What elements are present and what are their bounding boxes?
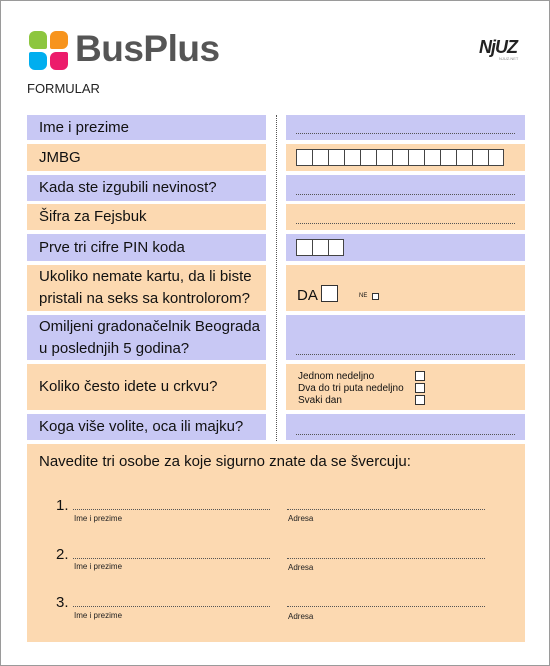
name-caption: Ime i prezime — [74, 514, 123, 523]
field-mayor[interactable] — [286, 315, 525, 360]
address-caption: Adresa — [288, 612, 314, 621]
partner-logo: NjUZ — [479, 37, 517, 57]
church-option-1: Jednom nedeljno — [298, 371, 375, 382]
entry-number: 3. — [56, 594, 69, 611]
entry-number: 2. — [56, 546, 69, 563]
name-caption: Ime i prezime — [74, 611, 123, 620]
field-jmbg[interactable] — [286, 144, 525, 171]
entry-number: 1. — [56, 497, 69, 514]
no-checkbox[interactable] — [372, 293, 379, 300]
label-pin: Prve tri cifre PIN koda — [27, 234, 266, 261]
label-controller-question: Ukoliko nemate kartu, da li biste pristali na seks sa kontrolorom? — [27, 265, 266, 311]
label-name: Ime i prezime — [27, 115, 266, 140]
church-option-1-checkbox[interactable] — [415, 371, 425, 381]
field-facebook-password[interactable] — [286, 204, 525, 230]
smugglers-section — [27, 444, 525, 642]
church-option-3: Svaki dan — [298, 395, 342, 406]
address-line[interactable] — [287, 558, 485, 559]
label-facebook-password: Šifra za Fejsbuk — [27, 204, 266, 230]
address-line[interactable] — [287, 509, 485, 510]
church-option-2-checkbox[interactable] — [415, 383, 425, 393]
partner-logo-sub: NJUZ.NET — [499, 56, 519, 61]
name-line[interactable] — [73, 509, 270, 510]
field-lost-virginity[interactable] — [286, 175, 525, 201]
field-church-options — [286, 364, 525, 410]
yes-checkbox[interactable] — [321, 285, 338, 302]
field-controller-answer — [286, 265, 525, 311]
label-church: Koliko često idete u crkvu? — [27, 364, 266, 410]
smugglers-question: Navedite tri osobe za koje sigurno znate da se švercuju: — [39, 453, 411, 470]
address-caption: Adresa — [288, 563, 314, 572]
yes-label: DA — [297, 287, 318, 304]
label-parent: Koga više volite, oca ili majku? — [27, 414, 266, 440]
name-caption: Ime i prezime — [74, 562, 123, 571]
address-caption: Adresa — [288, 514, 314, 523]
church-option-3-checkbox[interactable] — [415, 395, 425, 405]
brand-name: BusPlus — [75, 28, 220, 69]
name-line[interactable] — [73, 558, 270, 559]
field-pin[interactable] — [286, 234, 525, 261]
name-line[interactable] — [73, 606, 270, 607]
label-lost-virginity: Kada ste izgubili nevinost? — [27, 175, 266, 201]
column-divider — [276, 115, 277, 441]
field-parent[interactable] — [286, 414, 525, 440]
label-jmbg: JMBG — [27, 144, 266, 171]
label-mayor: Omiljeni gradonačelnik Beograda u poslednjih 5 godina? — [27, 315, 266, 360]
church-option-2: Dva do tri puta nedeljno — [298, 383, 404, 394]
address-line[interactable] — [287, 606, 485, 607]
field-name[interactable] — [286, 115, 525, 140]
busplus-logo-icon — [29, 31, 69, 71]
form-subtitle: FORMULAR — [27, 81, 100, 96]
no-label: NE — [359, 293, 368, 299]
